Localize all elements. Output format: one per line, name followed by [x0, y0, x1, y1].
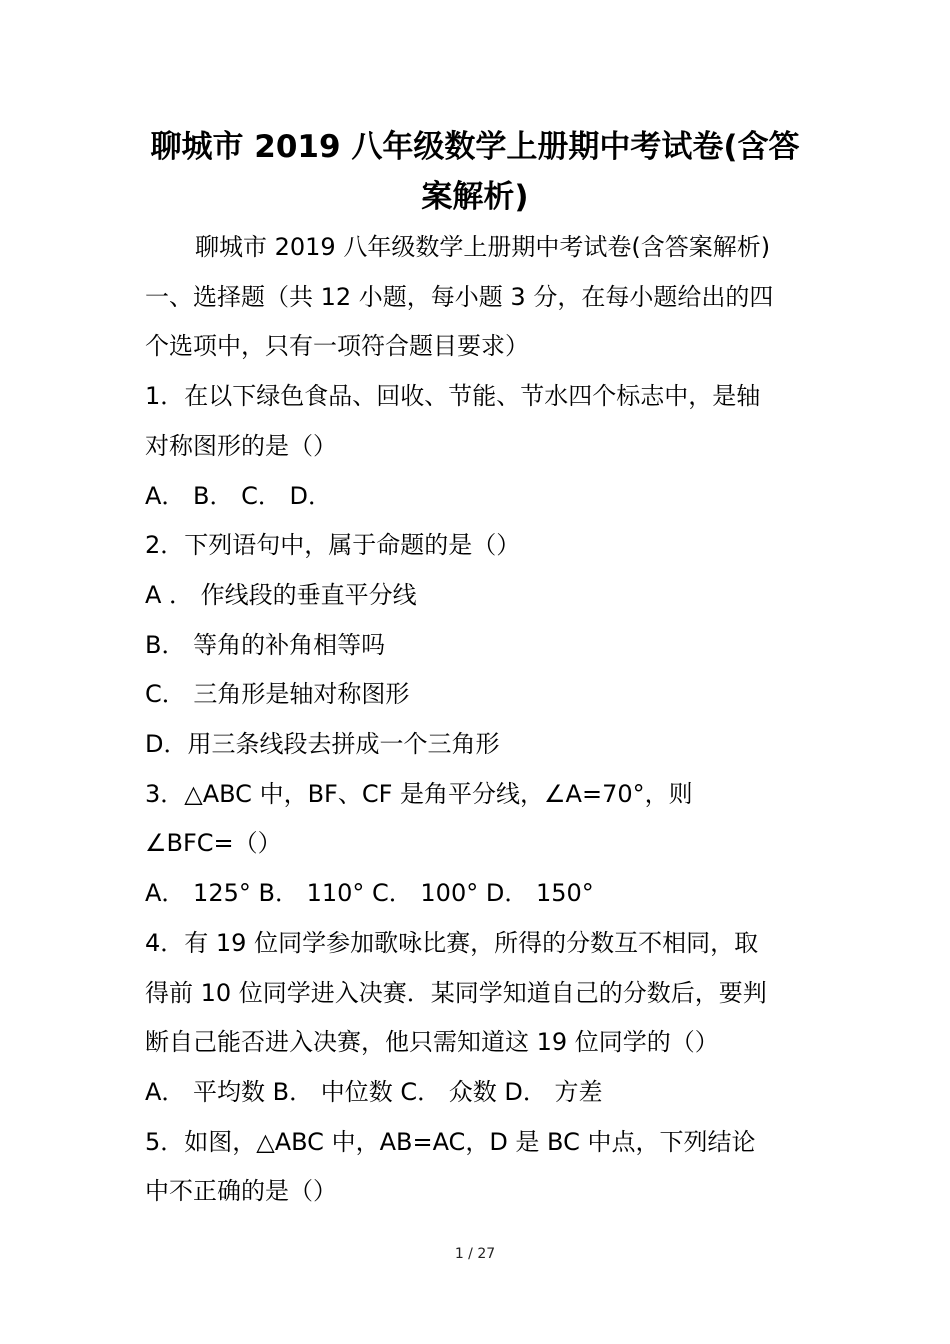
- question-2-stem: 2．下列语句中，属于命题的是（）: [145, 531, 521, 560]
- question-1-line-2: 对称图形的是（）: [145, 431, 337, 460]
- question-3-options: A． 125° B． 110° C． 100° D． 150°: [145, 879, 594, 908]
- title-line-2: 案解析): [421, 179, 529, 215]
- document-title: [130, 122, 820, 222]
- page-number: 1 / 27: [454, 1246, 496, 1262]
- question-4-line-3: 断自己能否进入决赛，他只需知道这 19 位同学的（）: [145, 1028, 719, 1057]
- question-5-line-2: 中不正确的是（）: [145, 1177, 337, 1206]
- question-4-line-1: 4．有 19 位同学参加歌咏比赛，所得的分数互不相同，取: [145, 928, 759, 957]
- document-body: [145, 223, 810, 1217]
- section-heading-line-1: 一、选择题（共 12 小题，每小题 3 分，在每小题给出的四: [145, 282, 774, 311]
- question-2-option-d: D．用三条线段去拼成一个三角形: [145, 730, 500, 759]
- section-heading-line-2: 个选项中，只有一项符合题目要求）: [145, 332, 529, 361]
- question-1-line-1: 1．在以下绿色食品、回收、节能、节水四个标志中，是轴: [145, 382, 761, 411]
- question-2-option-b: B． 等角的补角相等吗: [145, 630, 386, 659]
- question-1-options: A． B． C． D．: [145, 481, 333, 510]
- question-3-line-2: ∠BFC=（）: [145, 829, 282, 858]
- question-4-options: A． 平均数 B． 中位数 C． 众数 D． 方差: [145, 1077, 603, 1106]
- question-2-option-c: C． 三角形是轴对称图形: [145, 680, 410, 709]
- question-3-line-1: 3．△ABC 中，BF、CF 是角平分线，∠A=70°，则: [145, 779, 693, 808]
- question-5-line-1: 5．如图，△ABC 中，AB=AC，D 是 BC 中点，下列结论: [145, 1127, 756, 1156]
- question-2-option-a: A ． 作线段的垂直平分线: [145, 580, 417, 609]
- question-4-line-2: 得前 10 位同学进入决赛．某同学知道自己的分数后，要判: [145, 978, 767, 1007]
- subtitle-line: 聊城市 2019 八年级数学上册期中考试卷(含答案解析): [195, 233, 771, 261]
- title-line-1: 聊城市 2019 八年级数学上册期中考试卷(含答: [150, 129, 800, 165]
